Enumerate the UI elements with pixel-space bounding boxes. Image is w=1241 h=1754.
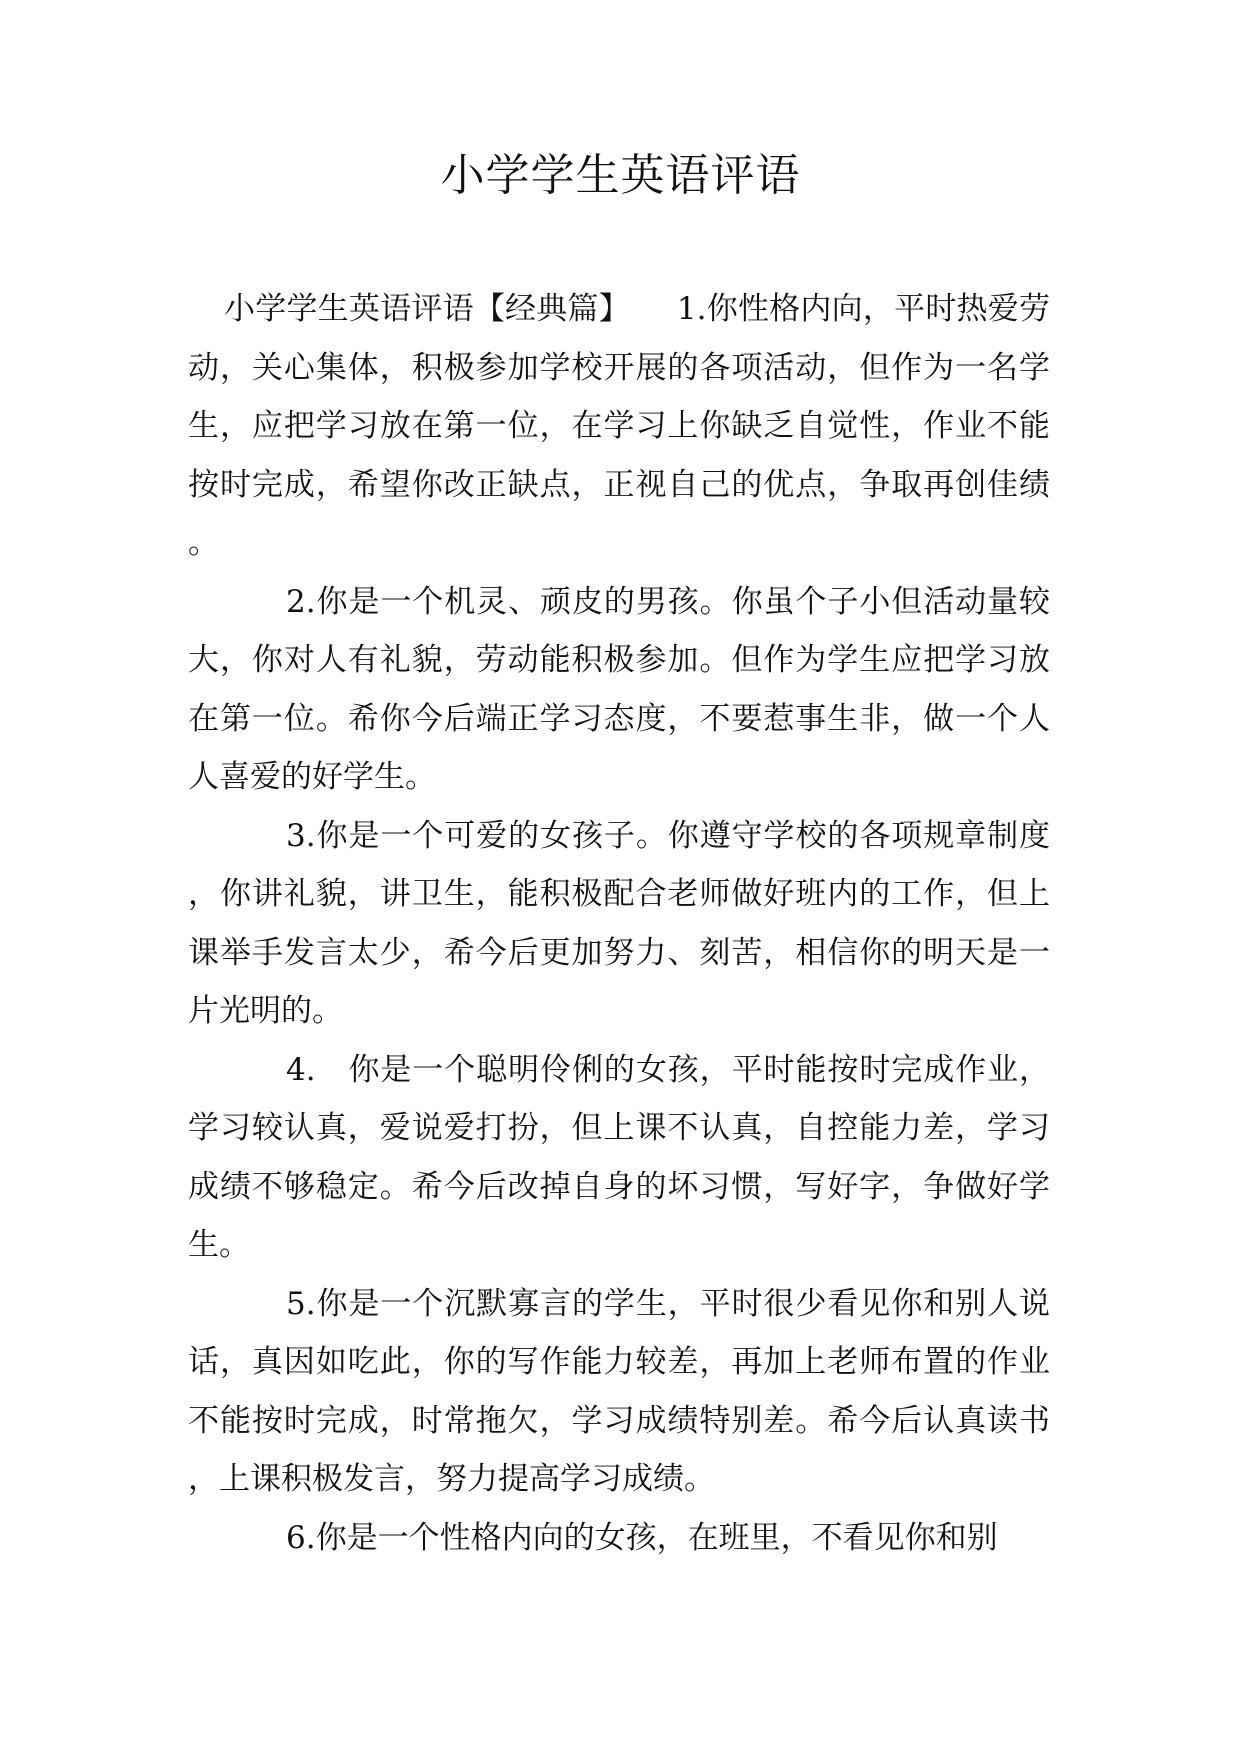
comment-paragraph-6: 6.你是一个性格内向的女孩，在班里，不看见你和别: [286, 1519, 998, 1556]
comment-paragraph-3: 3.你是一个可爱的女孩子。你遵守学校的各项规章制度，你讲礼貌，讲卫生，能积极配合老师做好班内的工作，但上课举手发言太少，希今后更加努力、刻苦，相信你的明天是一片光明的。: [188, 817, 1050, 1029]
document-title: 小学学生英语评语: [440, 150, 801, 201]
comment-paragraph-2: 2.你是一个机灵、顽皮的男孩。你虽个子小但活动量较大，你对人有礼貌，劳动能积极参加。但作为学生应把学习放在第一位。希你今后端正学习态度，不要惹事生非，做一个人人喜爱的好学生。: [188, 583, 1050, 795]
document-body: [188, 280, 1050, 1567]
intro-paragraph: 小学学生英语评语【经典篇】 1.你性格内向，平时热爱劳动，关心集体，积极参加学校开展的各项活动，但作为一名学生，应把学习放在第一位，在学习上你缺乏自觉性，作业不能按时完成，希望你改正缺点，正视自己的优点，争取再创佳绩。: [188, 291, 1050, 561]
comment-paragraph-5: 5.你是一个沉默寡言的学生，平时很少看见你和别人说话，真因如吃此，你的写作能力较差，再加上老师布置的作业不能按时完成，时常拖欠，学习成绩特别差。希今后认真读书，上课积极发言，努力提高学习成绩。: [188, 1285, 1050, 1497]
comment-paragraph-4: 4. 你是一个聪明伶俐的女孩，平时能按时完成作业，学习较认真，爱说爱打扮，但上课不认真，自控能力差，学习成绩不够稳定。希今后改掉自身的坏习惯，写好字，争做好学生。: [188, 1051, 1050, 1263]
